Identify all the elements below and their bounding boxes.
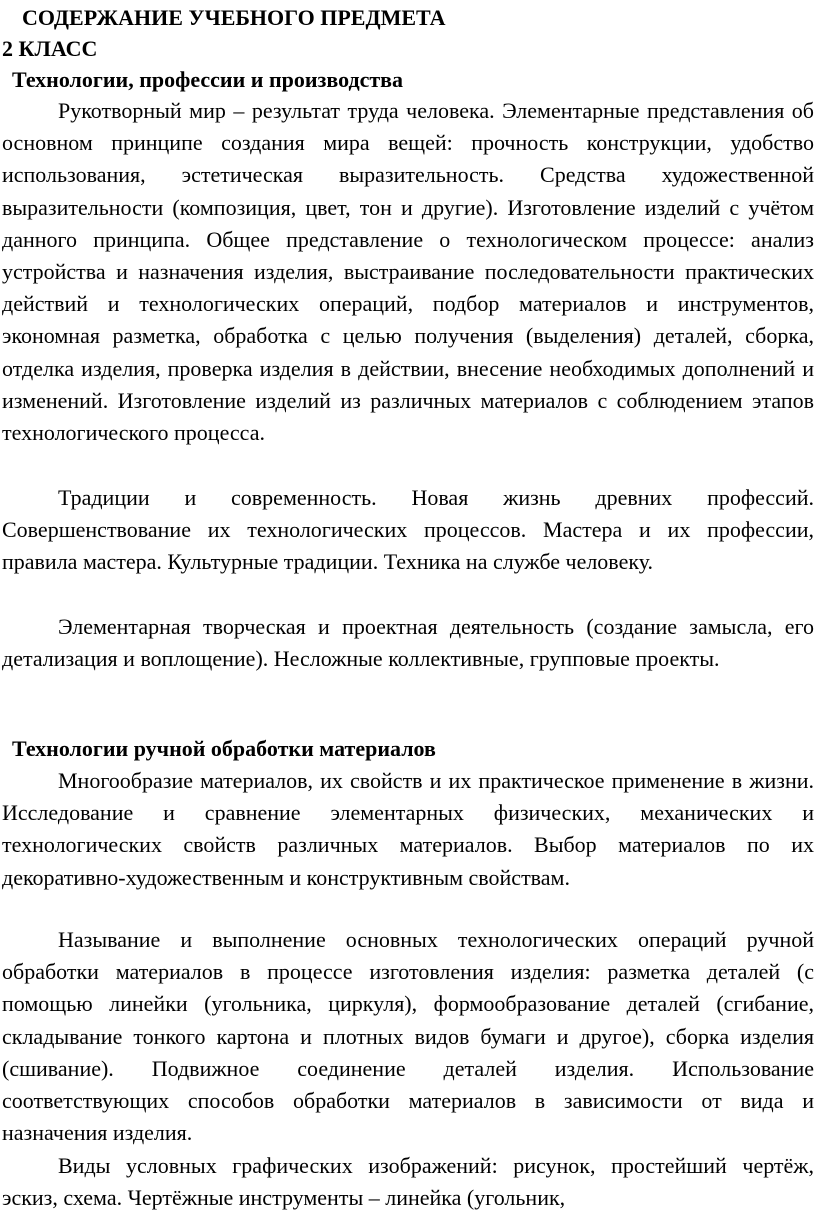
grade-heading: 2 КЛАСС xyxy=(2,36,98,61)
paragraph: Называние и выполнение основных технологических операций ручной обработки материалов в процессе изготовления изделия: разметка деталей (с помощью линейки (угольника, циркуля), формообразование деталей (сгибание, складывание тонкого картона и плотных видов бумаги и другое), сборка изделия (сшивание). Подвижное соединение деталей изделия. Использование соответствующих способов обработки материалов в зависимости от вида и назначения изделия. xyxy=(2,927,814,1146)
paragraph: Традиции и современность. Новая жизнь древних профессий. Совершенствование их технологических процессов. Мастера и их профессии, правила мастера. Культурные традиции. Техника на службе человеку. xyxy=(2,485,814,575)
section-heading: Технологии ручной обработки материалов xyxy=(12,736,436,761)
paragraph: Рукотворный мир – результат труда человека. Элементарные представления об основном принципе создания мира вещей: прочность конструкции, удобство использования, эстетическая выразительность. Средства художественной выразительности (композиция, цвет, тон и другие). Изготовление изделий с учётом данного принципа. Общее представление о технологическом процессе: анализ устройства и назначения изделия, выстраивание последовательности практических действий и технологических операций, подбор материалов и инструментов, экономная разметка, обработка с целью получения (выделения) деталей, сборка, отделка изделия, проверка изделия в действии, внесение необходимых дополнений и изменений. Изготовление изделий из различных материалов с соблюдением этапов технологического процесса. xyxy=(2,98,814,446)
paragraph: Элементарная творческая и проектная деятельность (создание замысла, его детализация и воплощение). Несложные коллективные, групповые проекты. xyxy=(2,614,814,672)
document-title: СОДЕРЖАНИЕ УЧЕБНОГО ПРЕДМЕТА xyxy=(22,5,446,30)
paragraph: Многообразие материалов, их свойств и их практическое применение в жизни. Исследование и сравнение элементарных физических, механических и технологических свойств различных материалов. Выбор материалов по их декоративно-художественным и конструктивным свойствам. xyxy=(2,768,814,890)
paragraph: Виды условных графических изображений: рисунок, простейший чертёж, эскиз, схема. Чертёжные инструменты – линейка (угольник, xyxy=(2,1153,814,1211)
section-heading: Технологии, профессии и производства xyxy=(12,67,404,92)
